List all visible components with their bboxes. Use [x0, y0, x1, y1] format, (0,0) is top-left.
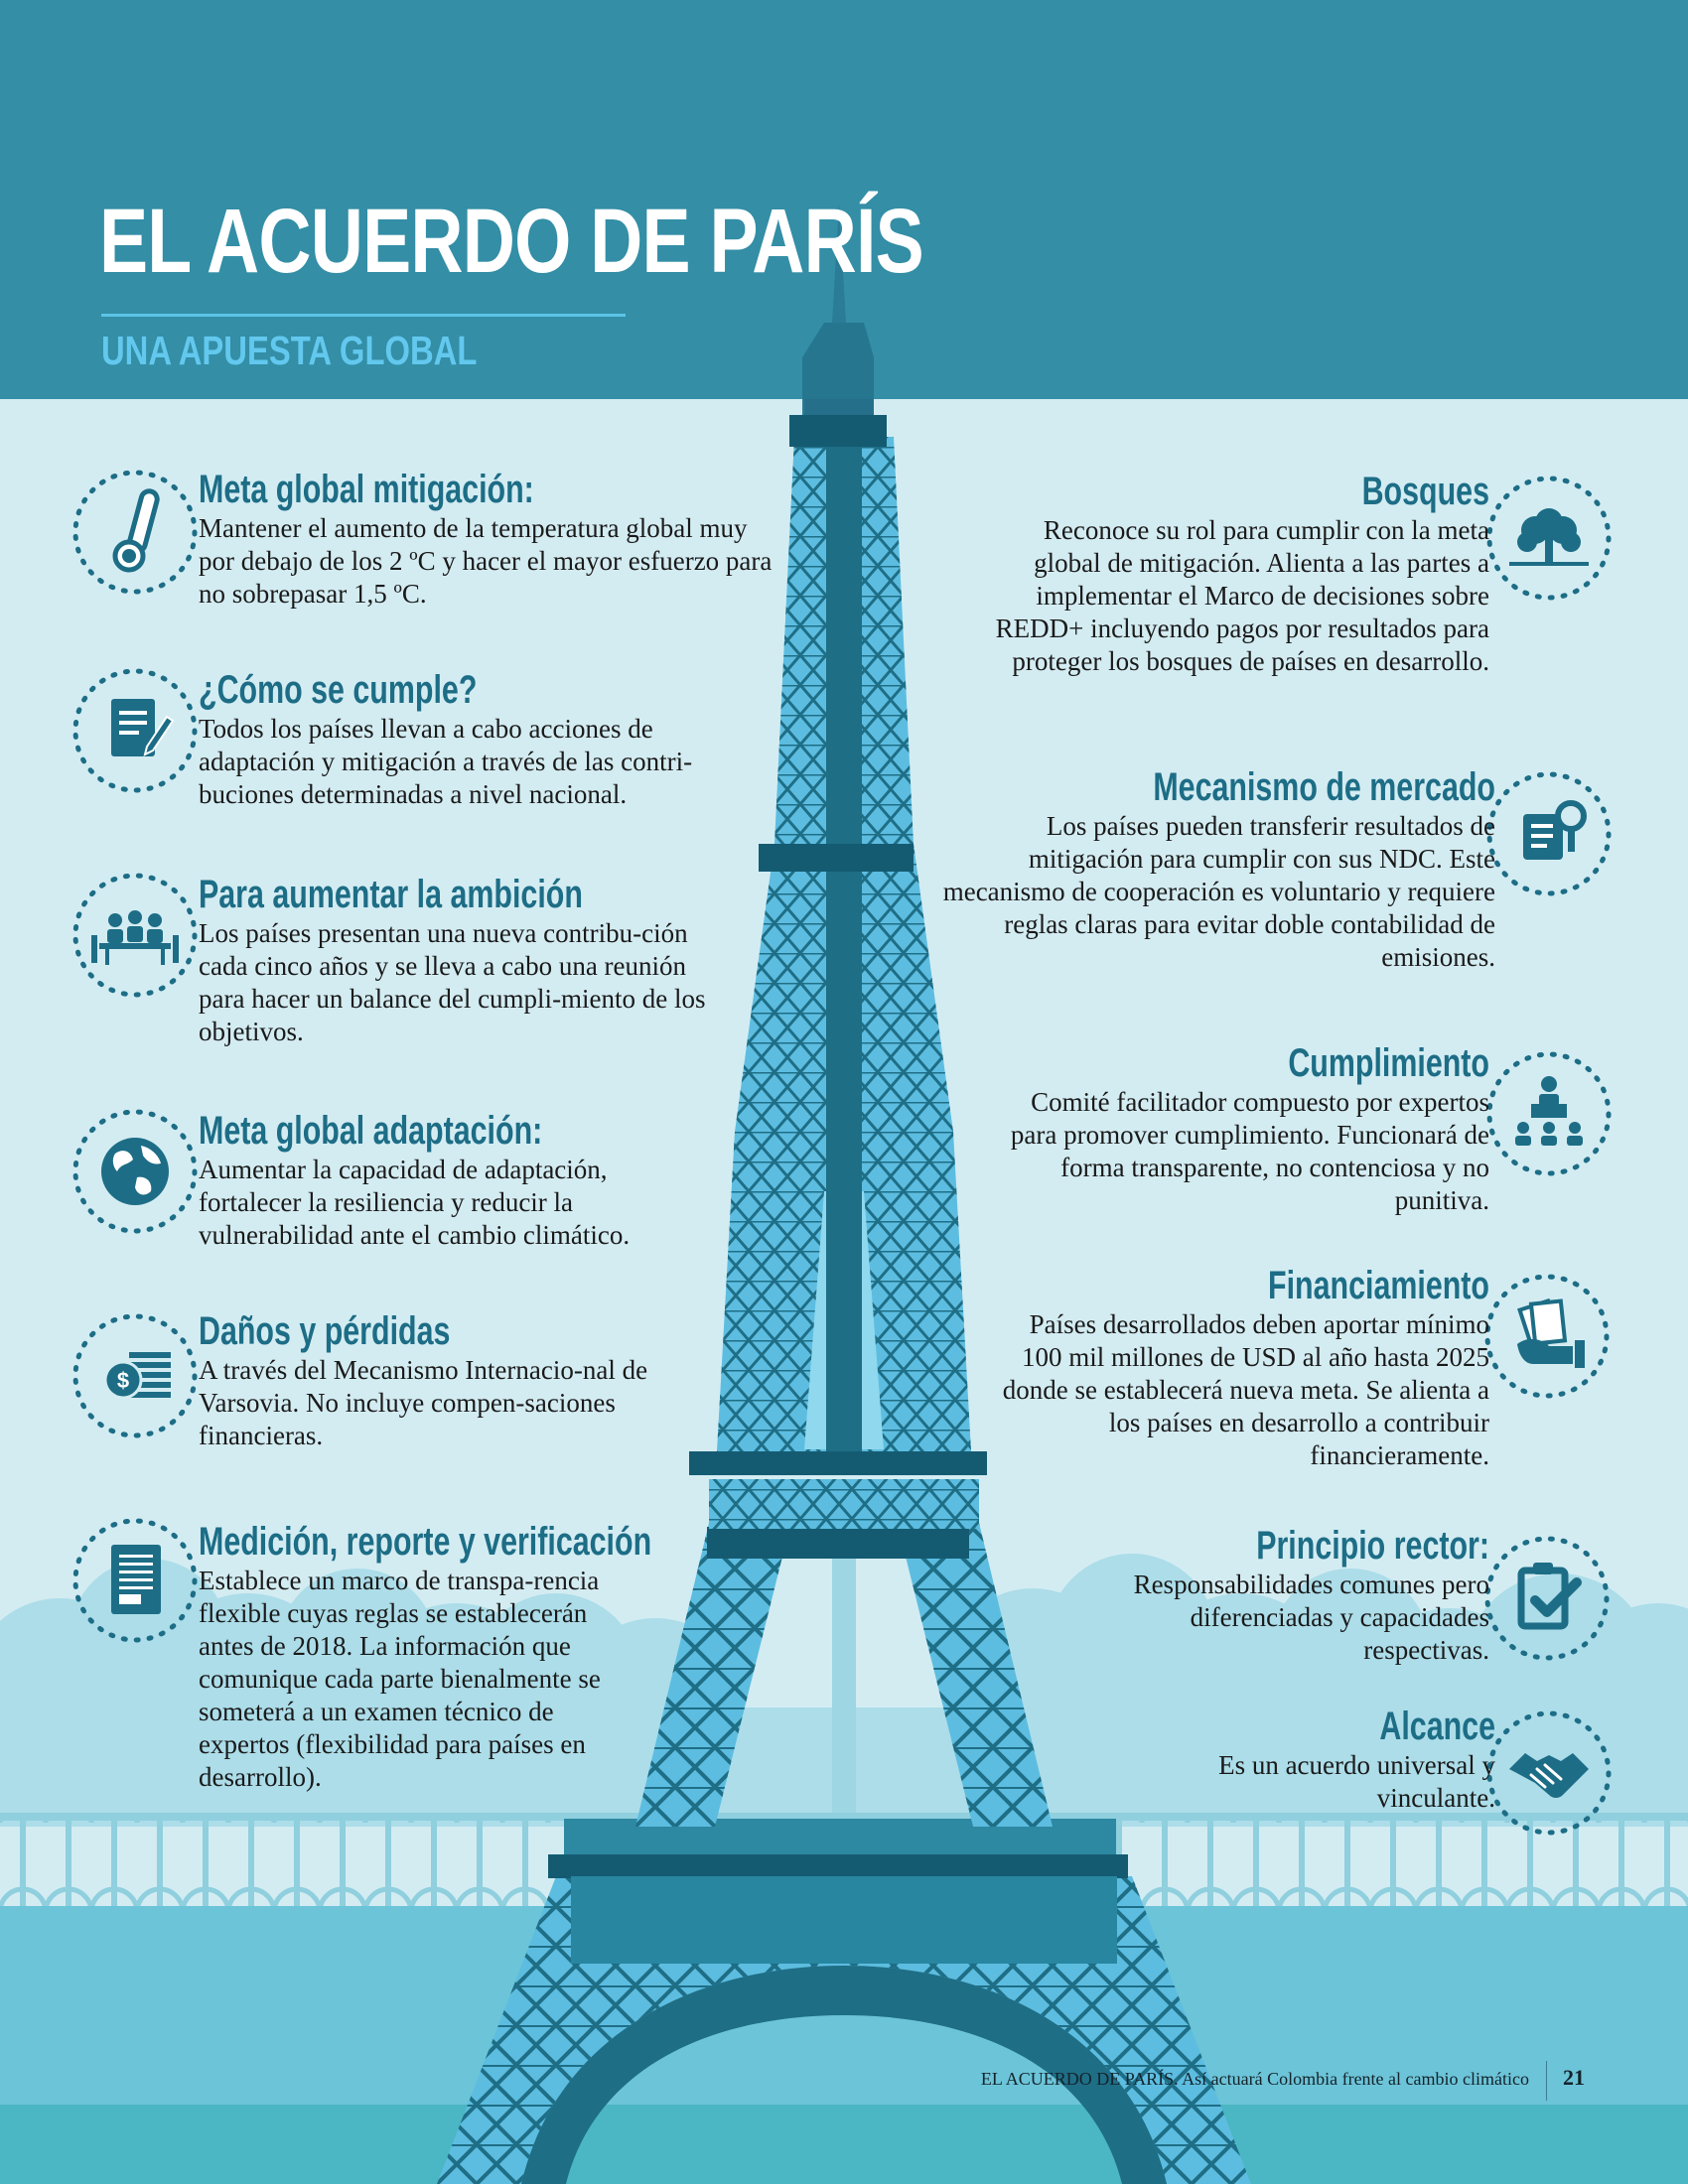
- svg-text:$: $: [116, 1368, 130, 1393]
- trees-icon: [1479, 469, 1618, 608]
- item-text: Responsabilidades comunes pero diferenciadas y capacidades respectivas.: [1133, 1570, 1489, 1665]
- title-divider: [101, 314, 626, 317]
- document-magnifier-icon: [1479, 764, 1618, 903]
- item-title: ¿Cómo se cumple?: [199, 668, 478, 712]
- item-meta-global-adaptacion: [199, 1108, 794, 1252]
- item-text: Los países pueden transferir resultados de mitigación para cumplir con sus NDC. Este mecanismo de cooperación es voluntario y requiere reglas claras para evitar doble contabilidad de emisiones.: [942, 811, 1495, 972]
- footer-publication-title: EL ACUERDO DE PARÍS. Así actuará Colombia frente al cambio climático: [980, 2069, 1529, 2089]
- item-title: Principio rector:: [1256, 1524, 1489, 1568]
- item-text: Mantener el aumento de la temperatura global muy por debajo de los 2 ºC y hacer el mayor esfuerzo para no sobrepasar 1,5 ºC.: [199, 513, 773, 609]
- page-subtitle: UNA APUESTA GLOBAL: [101, 328, 478, 373]
- item-title: Bosques: [1361, 470, 1489, 513]
- item-como-se-cumple: [199, 667, 794, 811]
- globe-icon: [66, 1102, 205, 1241]
- report-checklist-icon: [66, 1511, 205, 1650]
- handshake-icon: [1479, 1704, 1618, 1843]
- item-medicion-reporte: [199, 1519, 794, 1794]
- item-cumplimiento: [894, 1040, 1489, 1217]
- item-title: Daños y pérdidas: [199, 1309, 451, 1353]
- coin-stack-icon: [66, 1306, 205, 1445]
- item-meta-global-mitigacion: [199, 467, 794, 611]
- speaker-audience-icon: [1479, 1044, 1618, 1183]
- item-text: Es un acuerdo universal y vinculante.: [1218, 1750, 1495, 1813]
- page-title: EL ACUERDO DE PARÍS: [99, 191, 923, 292]
- clipboard-check-icon: [1477, 1529, 1617, 1668]
- item-text: Reconoce su rol para cumplir con la meta global de mitigación. Alienta a las partes a implementar el Marco de decisiones sobre REDD+ incluyendo pagos por resultados para proteger los bosques de países en desarrollo.: [995, 515, 1489, 676]
- item-aumentar-ambicion: [199, 872, 794, 1048]
- hand-money-icon: [1477, 1267, 1617, 1406]
- item-title: Financiamiento: [1268, 1264, 1489, 1307]
- meeting-table-icon: [66, 866, 205, 1005]
- item-bosques: [894, 469, 1489, 678]
- item-title: Meta global adaptación:: [199, 1109, 543, 1153]
- page-number: 21: [1563, 2065, 1585, 2090]
- item-text: Comité facilitador compuesto por expertos para promover cumplimiento. Funcionará de forma transparente, no contenciosa y no punitiva.: [1010, 1087, 1489, 1215]
- item-text: Los países presentan una nueva contribu-ción cada cinco años y se lleva a cabo una reunión para hacer un balance del cumpli-miento de los objetivos.: [199, 918, 706, 1046]
- item-title: Meta global mitigación:: [199, 468, 534, 511]
- item-text: Establece un marco de transpa-rencia flexible cuyas reglas se establecerán antes de 2018. La información que comunique cada parte bienalmente se someterá a un examen técnico de expertos (flexibilidad para países en desarrollo).: [199, 1566, 601, 1792]
- item-financiamiento: [894, 1263, 1489, 1472]
- ground-front: [0, 2105, 1688, 2184]
- thermometer-icon: [66, 463, 205, 602]
- item-mecanismo-mercado: [894, 764, 1495, 974]
- item-text: Todos los países llevan a cabo acciones de adaptación y mitigación a través de las contri-buciones determinadas a nivel nacional.: [199, 714, 693, 809]
- item-title: Medición, reporte y verificación: [199, 1520, 652, 1564]
- item-text: Países desarrollados deben aportar mínimo 100 mil millones de USD al año hasta 2025 donde se establecerá nueva meta. Se alienta a los países en desarrollo a contribuir financieramente.: [1002, 1309, 1489, 1470]
- footer-divider: [1546, 2061, 1547, 2101]
- item-title: Mecanismo de mercado: [1153, 765, 1495, 809]
- item-title: Cumplimiento: [1288, 1041, 1489, 1085]
- item-alcance: [894, 1704, 1495, 1815]
- item-title: Alcance: [1379, 1705, 1495, 1748]
- item-text: Aumentar la capacidad de adaptación, fortalecer la resiliencia y reducir la vulnerabilidad ante el cambio climático.: [199, 1155, 631, 1250]
- document-pen-icon: [66, 661, 205, 800]
- item-title: Para aumentar la ambición: [199, 873, 583, 916]
- item-danos-perdidas: [199, 1308, 794, 1452]
- item-text: A través del Mecanismo Internacio-nal de Varsovia. No incluye compen-saciones financieras.: [199, 1355, 648, 1450]
- item-principio-rector: [894, 1523, 1489, 1667]
